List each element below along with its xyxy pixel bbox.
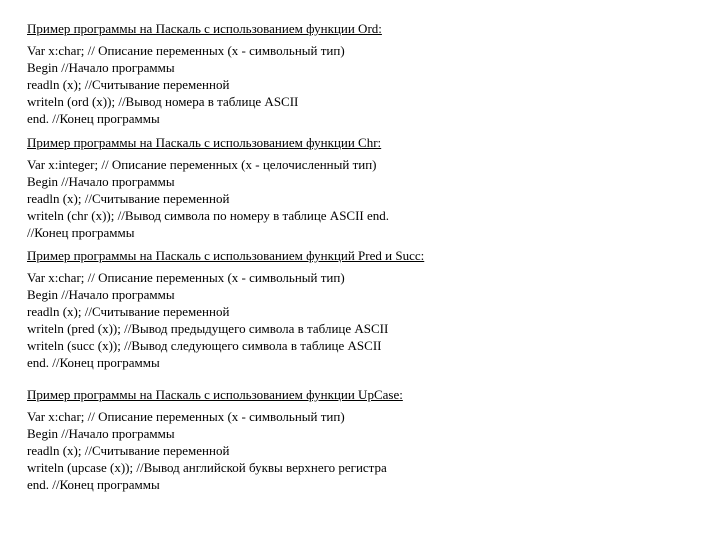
code-line: writeln (ord (x)); //Вывод номера в таблице ASCII [27, 94, 299, 109]
code-line: writeln (succ (x)); //Вывод следующего символа в таблице ASCII [27, 338, 382, 353]
section-heading: Пример программы на Паскаль с использованием функции Ord: [27, 21, 382, 36]
code-line: end. //Конец программы [27, 111, 160, 126]
code-line: //Конец программы [27, 225, 135, 240]
section-chr-example [27, 134, 707, 241]
code-line: end. //Конец программы [27, 355, 160, 370]
code-line: Var x:integer; // Описание переменных (x - целочисленный тип) [27, 157, 377, 172]
section-heading: Пример программы на Паскаль с использованием функций Pred и Succ: [27, 248, 425, 263]
section-ord-example [27, 20, 707, 127]
code-block [27, 42, 707, 127]
section-heading: Пример программы на Паскаль с использованием функции UpCase: [27, 387, 403, 402]
code-line: Var x:char; // Описание переменных (x - символьный тип) [27, 409, 345, 424]
code-line: Begin //Начало программы [27, 426, 175, 441]
code-line: readln (x); //Считывание переменной [27, 304, 230, 319]
code-line: writeln (chr (x)); //Вывод символа по номеру в таблице ASCII end. [27, 208, 390, 223]
code-line: readln (x); //Считывание переменной [27, 191, 230, 206]
code-line: writeln (upcase (x)); //Вывод английской буквы верхнего регистра [27, 460, 387, 475]
document-page [27, 20, 707, 493]
code-line: Var x:char; // Описание переменных (x - символьный тип) [27, 43, 345, 58]
code-line: readln (x); //Считывание переменной [27, 443, 230, 458]
code-line: end. //Конец программы [27, 477, 160, 492]
code-block [27, 156, 707, 241]
section-pred-succ-example [27, 247, 707, 371]
code-line: readln (x); //Считывание переменной [27, 77, 230, 92]
code-block [27, 408, 707, 493]
code-line: Var x:char; // Описание переменных (x - символьный тип) [27, 270, 345, 285]
code-block [27, 269, 707, 371]
code-line: Begin //Начало программы [27, 287, 175, 302]
code-line: writeln (pred (x)); //Вывод предыдущего символа в таблице ASCII [27, 321, 389, 336]
section-upcase-example [27, 386, 707, 493]
section-heading: Пример программы на Паскаль с использованием функции Chr: [27, 135, 382, 150]
code-line: Begin //Начало программы [27, 174, 175, 189]
code-line: Begin //Начало программы [27, 60, 175, 75]
